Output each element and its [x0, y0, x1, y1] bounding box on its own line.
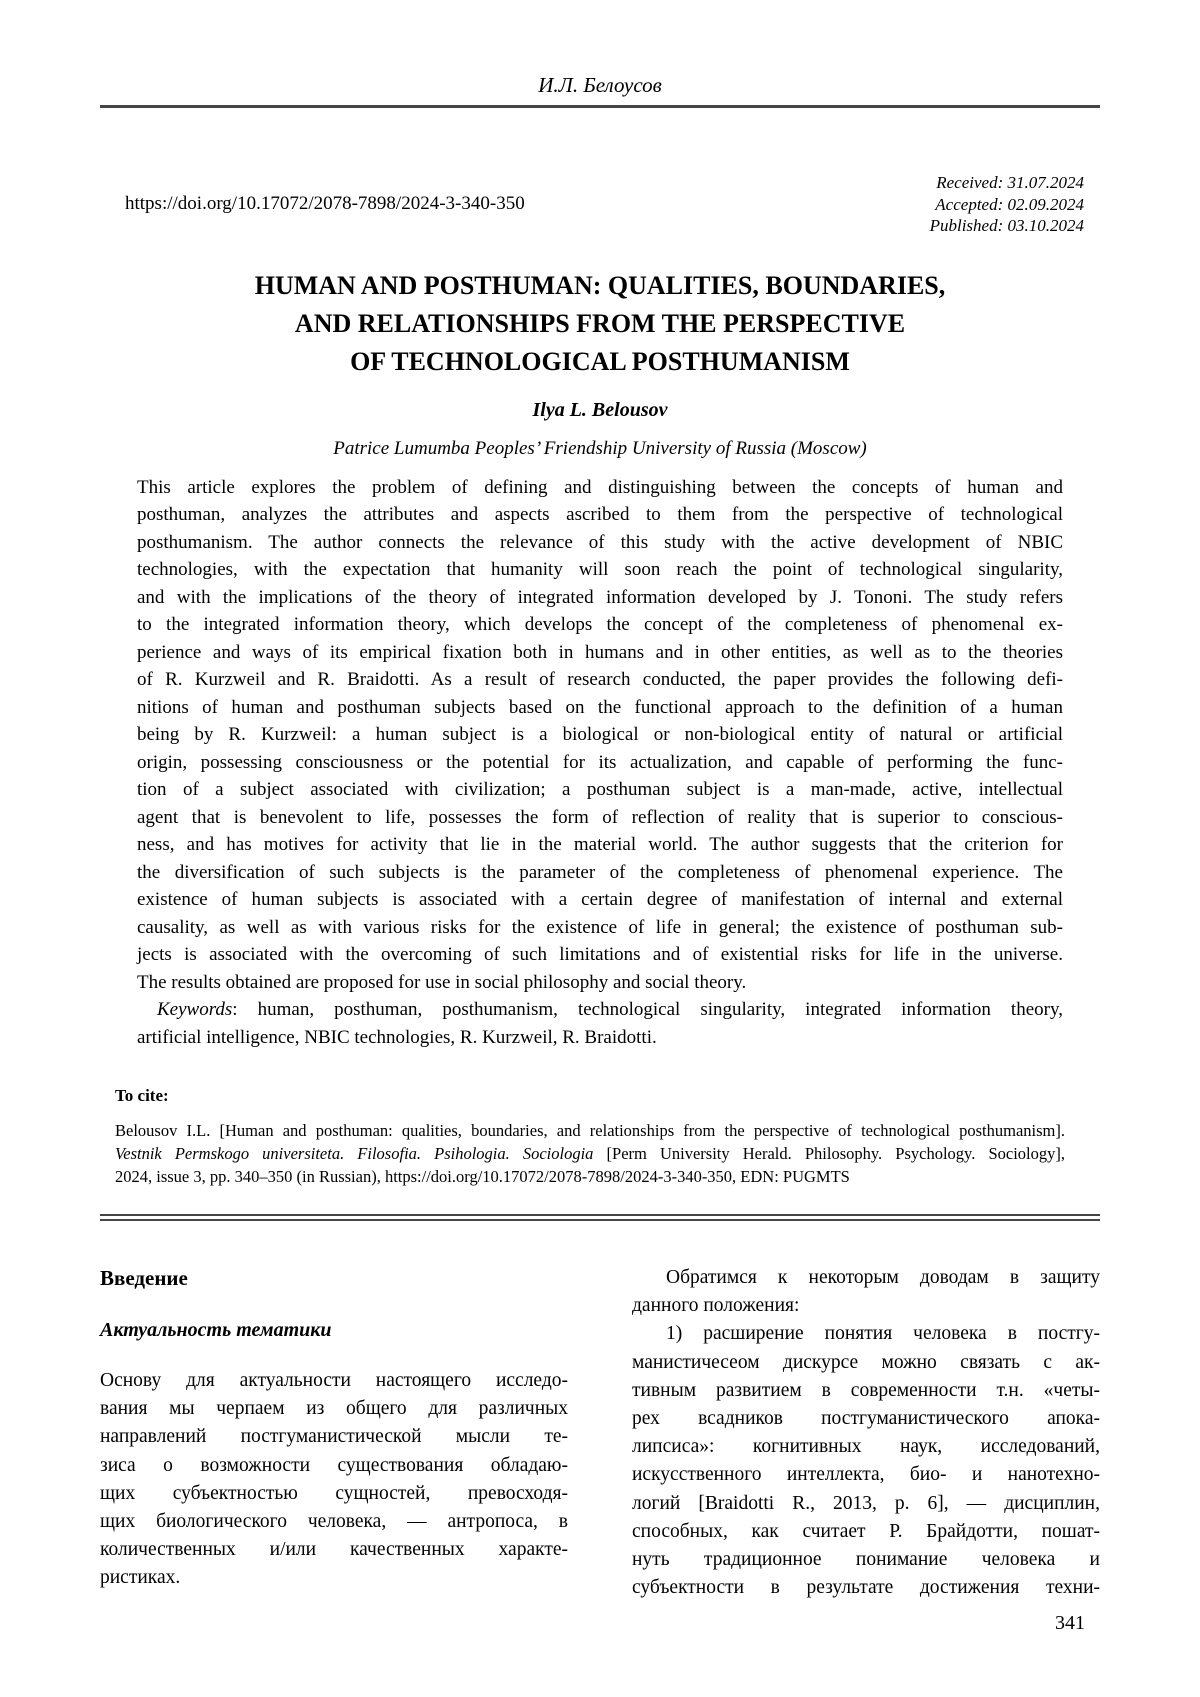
text-line: щих биологического человека, — антропоса, в	[100, 1511, 568, 1533]
citation-line	[115, 1142, 1065, 1165]
text-line: technologies, with the expectation that humanity will soon reach the point of technological singularity,	[137, 559, 1063, 580]
received-date: Received: 31.07.2024	[936, 173, 1084, 192]
text-line: the diversification of such subjects is the parameter of the completeness of phenomenal experience. The	[137, 861, 1063, 883]
journal-name-translation: [Perm University Herald. Philosophy. Psychology. Sociology],	[593, 1144, 1065, 1163]
text-line: ness, and has motives for activity that lie in the material world. The author suggests that the criterion for	[137, 834, 1063, 855]
accepted-date: Accepted: 02.09.2024	[935, 194, 1084, 214]
article-title	[100, 267, 1100, 381]
text-line: 1) расширение понятия человека в постгу-	[666, 1323, 1100, 1345]
author-name: Ilya L. Belousov	[532, 398, 668, 421]
text-line: манистичесеом дискурсе можно связать с ак-	[632, 1351, 1100, 1373]
right-column	[632, 1263, 1100, 1602]
journal-name: Vestnik Permskogo universiteta. Filosofia. Psihologia. Sociologia	[115, 1144, 594, 1163]
text-line: posthuman, analyzes the attributes and aspects ascribed to them from the perspective of technological	[137, 504, 1063, 525]
text-line: The results obtained are proposed for use in social philosophy and social theory.	[137, 971, 747, 993]
page-content	[100, 0, 1100, 1635]
left-column	[100, 1263, 568, 1602]
page-number: 341	[1055, 1612, 1085, 1635]
text-line: jects is associated with the overcoming of such limitations and of existential risks for life in the universe.	[137, 944, 1063, 965]
citation	[115, 1119, 1065, 1188]
section-divider	[100, 1214, 1100, 1221]
keywords-line: artificial intelligence, NBIC technologies, R. Kurzweil, R. Braidotti.	[137, 1026, 657, 1048]
text-line: being by R. Kurzweil: a human subject is a biological or non-biological entity of natural or artificial	[137, 724, 1063, 745]
text-line: agent that is benevolent to life, possesses the form of reflection of reality that is superior to conscious-	[137, 806, 1063, 828]
text-line: вания мы черпаем из общего для различных	[100, 1398, 568, 1420]
keywords-list: : human, posthuman, posthumanism, technological singularity, integrated information theory,	[232, 999, 1063, 1020]
text-line: нуть традиционное понимание человека и	[632, 1549, 1100, 1571]
article-meta-row	[100, 172, 1100, 237]
right-column-paragraph-2	[632, 1320, 1100, 1602]
citation-line: 2024, issue 3, pp. 340–350 (in Russian), https://doi.org/10.17072/2078-7898/2024-3-340-350, EDN: PUGMTS	[115, 1167, 850, 1186]
text-line: origin, possessing consciousness or the potential for its actualization, and capable of performing the func-	[137, 751, 1063, 773]
text-line: тивным развитием в современности т.н. «четы-	[632, 1379, 1100, 1401]
text-line: This article explores the problem of defining and distinguishing between the concepts of human and	[137, 476, 1063, 498]
text-line: Основу для актуальности настоящего исследо-	[100, 1370, 568, 1391]
text-line: causality, as well as with various risks for the existence of life in general; the existence of posthuman sub-	[137, 916, 1063, 938]
running-head: И.Л. Белоусов	[538, 73, 662, 97]
text-line: perience and ways of its empirical fixation both in humans and in other entities, as well as to the theories	[137, 641, 1063, 663]
text-line: and with the implications of the theory of integrated information developed by J. Tononi. The study refers	[137, 586, 1063, 608]
introduction-heading: Введение	[100, 1266, 188, 1290]
text-line: зиса о возможности существования обладаю-	[100, 1454, 568, 1476]
text-line: posthumanism. The author connects the relevance of this study with the active development of NBIC	[137, 531, 1063, 553]
header-divider	[100, 105, 1100, 108]
keywords-label: Keywords	[157, 999, 233, 1020]
citation-line: Belousov I.L. [Human and posthuman: qualities, boundaries, and relationships from the perspective of technological posthumanism].	[115, 1121, 1065, 1140]
text-line: логий [Braidotti R., 2013, p. 6], — дисциплин,	[632, 1492, 1100, 1514]
text-line: to the integrated information theory, which develops the concept of the completeness of phenomenal ex-	[137, 614, 1063, 635]
keywords-line	[137, 996, 1063, 1024]
text-line: направлений постгуманистической мысли те-	[100, 1426, 568, 1448]
article-dates	[930, 172, 1084, 237]
text-line: ристиках.	[100, 1567, 181, 1589]
text-line: рех всадников постгуманистического апока-	[632, 1408, 1100, 1430]
title-line: AND RELATIONSHIPS FROM THE PERSPECTIVE	[294, 308, 906, 338]
text-line: nitions of human and posthuman subjects based on the functional approach to the definition of a human	[137, 696, 1063, 718]
text-line: липсиса»: когнитивных наук, исследований,	[632, 1436, 1100, 1458]
doi-text: https://doi.org/10.17072/2078-7898/2024-3-340-350	[125, 193, 525, 215]
text-line: способных, как считает Р. Брайдотти, пошат-	[632, 1520, 1100, 1542]
keywords	[137, 996, 1063, 1051]
text-line: existence of human subjects is associated with a certain degree of manifestation of internal and external	[137, 889, 1063, 910]
left-column-paragraph	[100, 1367, 568, 1593]
abstract-text	[137, 474, 1063, 997]
text-line: количественных и/или качественных характе-	[100, 1539, 568, 1561]
title-line: HUMAN AND POSTHUMAN: QUALITIES, BOUNDARIES,	[254, 270, 946, 300]
published-date: Published: 03.10.2024	[929, 216, 1084, 235]
title-line: OF TECHNOLOGICAL POSTHUMANISM	[350, 346, 850, 376]
text-line: of R. Kurzweil and R. Braidotti. As a result of research conducted, the paper provides the following defi-	[137, 669, 1063, 690]
text-line: Обратимся к некоторым доводам в защиту	[666, 1267, 1100, 1288]
two-column-body	[100, 1263, 1100, 1602]
text-line: tion of a subject associated with civilization; a posthuman subject is a man-made, active, intellectual	[137, 779, 1063, 800]
right-column-paragraph-1	[632, 1264, 1100, 1320]
text-line: щих субъектностью сущностей, превосходя-	[100, 1482, 568, 1504]
text-line: искусственного интеллекта, био- и нанотехно-	[632, 1464, 1100, 1486]
to-cite-label: To cite:	[115, 1086, 169, 1105]
relevance-heading: Актуальность тематики	[100, 1319, 332, 1341]
text-line: данного положения:	[632, 1295, 800, 1317]
text-line: субъектности в результате достижения техни-	[632, 1577, 1100, 1599]
affiliation: Patrice Lumumba Peoples’ Friendship University of Russia (Moscow)	[333, 437, 867, 459]
